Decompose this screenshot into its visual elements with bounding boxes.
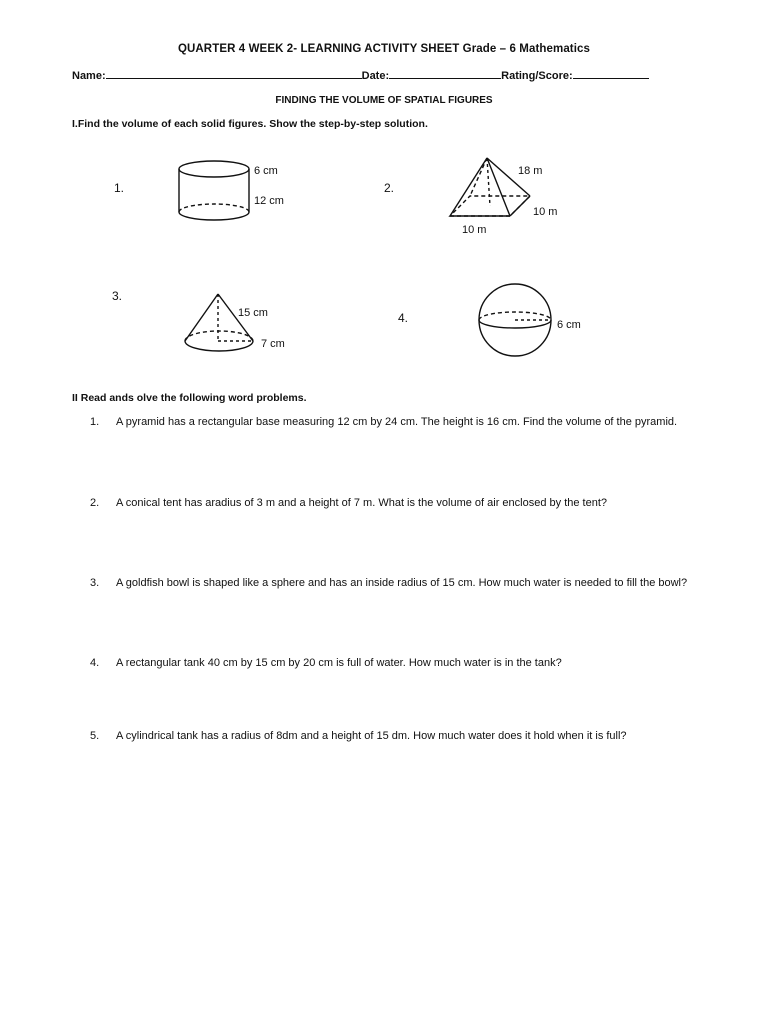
figure-4-label-radius: 6 cm [557,319,581,331]
figure-1-cylinder [114,161,284,220]
figure-2-label-length: 10 m [462,224,487,236]
problem-text: A pyramid has a rectangular base measuring 12 cm by 24 cm. The height is 16 cm. Find the volume of the pyramid. [116,416,678,428]
figure-3-label-slant: 15 cm [238,307,268,319]
figure-3-cone [112,289,285,351]
section2-heading: II Read ands olve the following word problems. [72,392,307,404]
doc-title: FINDING THE VOLUME OF SPATIAL FIGURES [275,95,493,106]
figure-4-sphere [398,284,581,356]
problem-number: 3. [90,577,100,589]
problem-number: 1. [90,416,100,428]
problem-item [90,655,690,672]
figure-1-label-height: 12 cm [254,195,284,207]
problem-item [90,575,690,592]
problem-text: A cylindrical tank has a radius of 8dm and a height of 15 dm. How much water does it hold when it is full? [116,730,627,742]
section1-heading: I.Find the volume of each solid figures. Show the step-by-step solution. [72,118,428,130]
problem-text: A goldfish bowl is shaped like a sphere and has an inside radius of 15 cm. How much water is needed to fill the bowl? [116,577,688,589]
problem-item [90,414,690,431]
figure-4-number: 4. [398,311,409,325]
rating-label: Rating/Score: [501,70,573,82]
figure-2-label-height: 18 m [518,165,543,177]
problem-text: A conical tent has aradius of 3 m and a height of 7 m. What is the volume of air enclosed by the tent? [116,497,608,509]
figure-2-pyramid [384,158,557,236]
problem-item [90,495,690,512]
cylinder-top [179,161,249,177]
name-label: Name: [72,70,106,82]
problem-number: 4. [90,657,100,669]
figure-3-label-radius: 7 cm [261,338,285,350]
figure-1-label-radius: 6 cm [254,165,278,177]
problem-number: 5. [90,730,100,742]
problem-item [90,728,690,745]
header-title: QUARTER 4 WEEK 2- LEARNING ACTIVITY SHEET Grade – 6 Mathematics [177,43,591,55]
problem-number: 2. [90,497,100,509]
figure-3-number: 3. [112,289,123,303]
figure-1-number: 1. [114,181,125,195]
date-label: Date: [361,70,390,82]
figure-2-number: 2. [384,181,395,195]
figures-panel [0,0,768,400]
figure-2-label-width: 10 m [533,206,558,218]
problem-text: A rectangular tank 40 cm by 15 cm by 20 cm is full of water. How much water is in the tank? [116,657,562,669]
